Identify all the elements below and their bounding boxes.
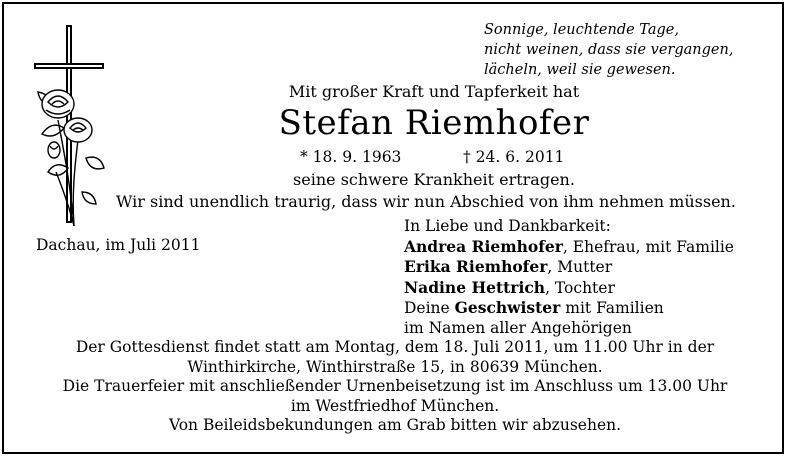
intro-line: Mit großer Kraft und Tapferkeit hat <box>288 82 580 101</box>
mourner-line <box>404 257 734 278</box>
mourner-line <box>404 278 734 299</box>
mourner-relation: mit Familien <box>560 299 664 317</box>
service-line: Der Gottesdienst findet statt am Montag, dem 18. Juli 2011, um 11.00 Uhr in der <box>75 338 715 356</box>
mourner-relation: , Mutter <box>547 258 613 276</box>
mourner-line: im Namen aller Angehörigen <box>404 318 632 337</box>
mourner-relation: , Tochter <box>545 278 615 297</box>
memorial-poem <box>484 20 733 80</box>
poem-line: nicht weinen, dass sie vergangen, <box>484 42 734 58</box>
death-date: † 24. 6. 2011 <box>463 148 565 166</box>
mourner-name: Erika Riemhofer <box>404 257 548 276</box>
mourners-heading: In Liebe und Dankbarkeit: <box>404 217 611 235</box>
mourner-prefix: Deine <box>404 299 455 317</box>
illness-line: seine schwere Krankheit ertragen. <box>293 170 575 189</box>
mourner-line <box>404 237 734 258</box>
mourner-name: Geschwister <box>454 298 561 317</box>
mourner-name: Andrea Riemhofer <box>404 236 563 256</box>
service-line: Die Trauerfeier mit anschließender Urnenbeisetzung ist im Anschluss um 13.00 Uhr <box>62 377 728 395</box>
service-line: im Westfriedhof München. <box>290 396 500 415</box>
mourner-line <box>404 298 734 319</box>
service-info <box>0 338 790 436</box>
deceased-name: Stefan Riemhofer <box>278 103 590 143</box>
service-line: Winthirkirche, Winthirstraße 15, in 80639 München. <box>187 357 603 376</box>
service-line: Von Beileidsbekundungen am Grab bitten wir abzusehen. <box>168 416 622 434</box>
mourner-relation: , Ehefrau, mit Familie <box>562 237 734 256</box>
poem-line: Sonnige, leuchtende Tage, <box>484 22 679 38</box>
mourner-name: Nadine Hettrich <box>404 277 546 297</box>
mourners-block <box>404 217 734 338</box>
birth-date: * 18. 9. 1963 <box>300 148 402 166</box>
place-date: Dachau, im Juli 2011 <box>36 236 201 254</box>
farewell-line: Wir sind unendlich traurig, dass wir nun Abschied von ihm nehmen müssen. <box>116 192 736 211</box>
poem-line: lächeln, weil sie gewesen. <box>484 62 676 78</box>
